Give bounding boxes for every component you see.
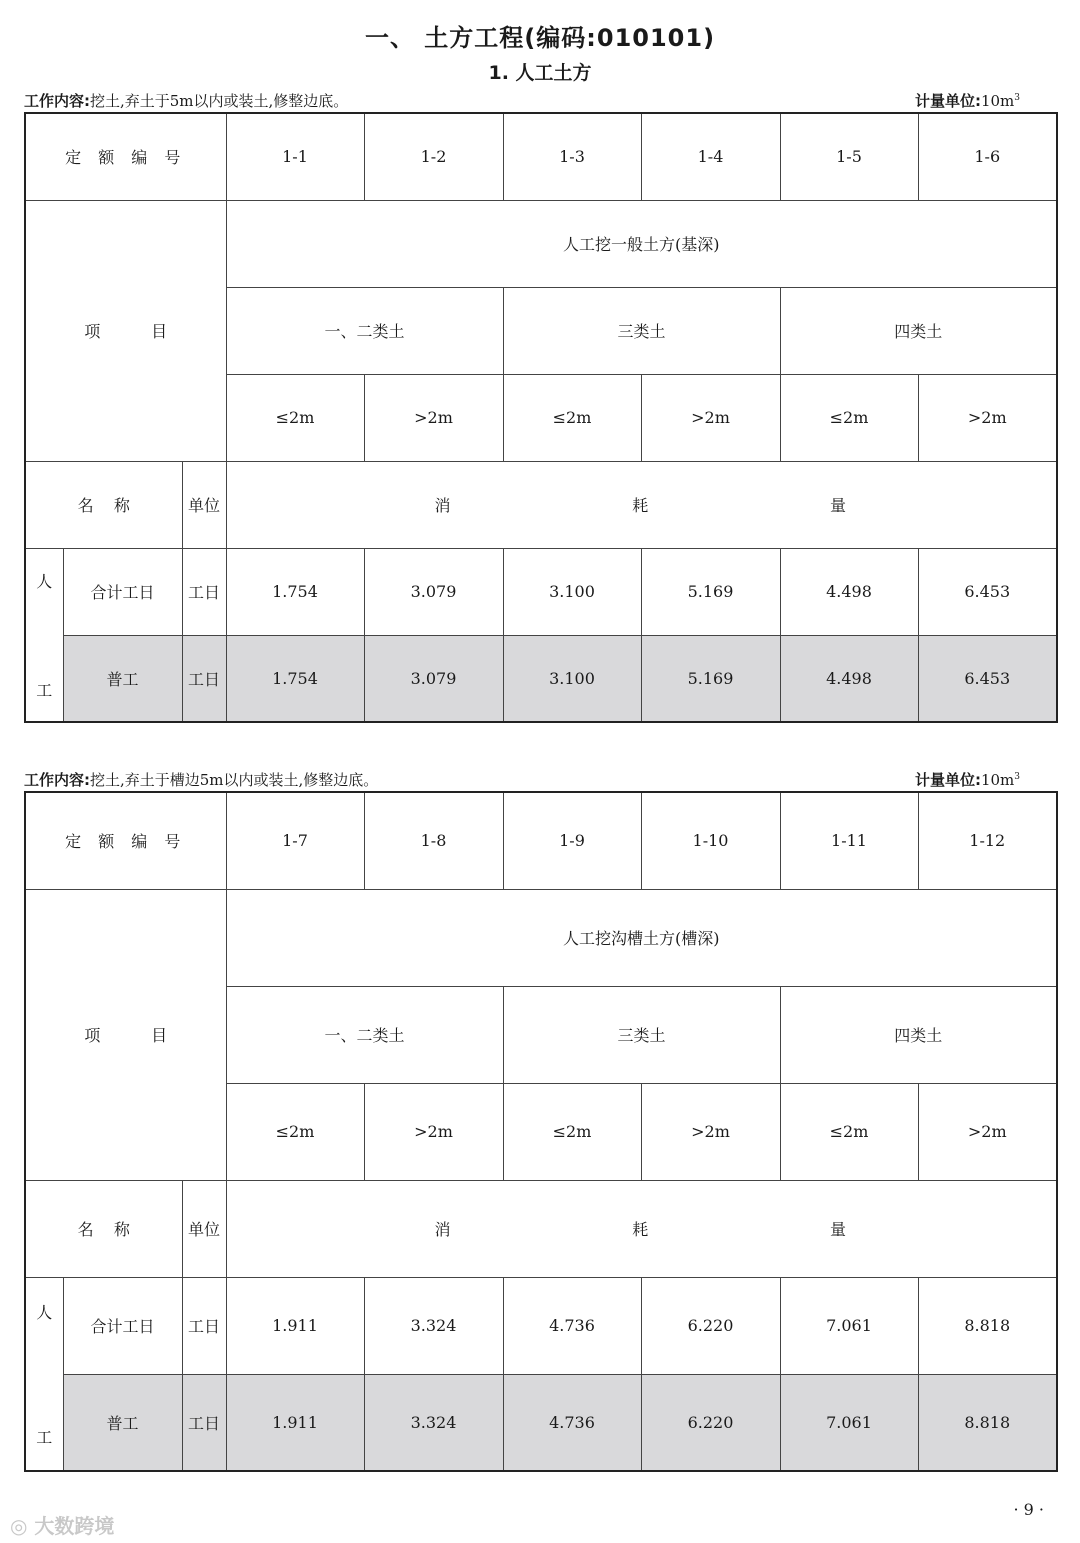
row-unit: 工日 xyxy=(182,548,226,635)
quota-code: 1-12 xyxy=(918,792,1057,889)
quota-code: 1-11 xyxy=(780,792,918,889)
value-cell: 6.453 xyxy=(918,548,1057,635)
value-cell: 4.498 xyxy=(780,548,918,635)
value-cell: 3.324 xyxy=(364,1374,503,1471)
quota-code: 1-2 xyxy=(364,113,503,200)
measure-unit-value: 10m xyxy=(980,771,1015,789)
value-cell: 3.100 xyxy=(503,548,641,635)
value-cell: 8.818 xyxy=(918,1374,1057,1471)
depth-limit: >2m xyxy=(364,374,503,461)
quota-code: 1-7 xyxy=(226,792,364,889)
quota-code: 1-1 xyxy=(226,113,364,200)
section-subtitle: 1. 人工土方 xyxy=(488,62,592,84)
measure-unit-sup: 3 xyxy=(1014,772,1020,782)
depth-limit: >2m xyxy=(641,1083,780,1180)
value-cell: 3.100 xyxy=(503,635,641,722)
value-cell: 5.169 xyxy=(641,635,780,722)
measure-unit xyxy=(915,90,1020,111)
consumption-char: 量 xyxy=(829,1220,846,1239)
quota-code: 1-4 xyxy=(641,113,780,200)
page-title: 一、 土方工程(编码:010101) xyxy=(364,24,716,52)
soil-type: 四类土 xyxy=(780,986,1057,1083)
value-cell: 4.736 xyxy=(503,1374,641,1471)
work-content-text: 挖土,弃土于5m以内或装土,修整边底。 xyxy=(90,92,349,110)
measure-unit xyxy=(915,769,1020,790)
work-content-label: 工作内容: xyxy=(24,771,90,789)
depth-limit: >2m xyxy=(641,374,780,461)
depth-limit: >2m xyxy=(918,1083,1057,1180)
quota-code: 1-9 xyxy=(503,792,641,889)
soil-type: 三类土 xyxy=(503,287,780,374)
measure-unit-sup: 3 xyxy=(1014,93,1020,103)
consumption-header xyxy=(226,461,1057,548)
labor-group-top: 人 xyxy=(36,571,53,591)
consumption-header xyxy=(226,1180,1057,1277)
value-cell: 5.169 xyxy=(641,548,780,635)
value-cell: 7.061 xyxy=(780,1374,918,1471)
depth-limit: >2m xyxy=(364,1083,503,1180)
row-name: 普工 xyxy=(63,1374,182,1471)
item-label: 项 目 xyxy=(25,889,226,1180)
value-cell: 4.498 xyxy=(780,635,918,722)
labor-group-bottom: 工 xyxy=(36,681,53,700)
measure-unit-label: 计量单位: xyxy=(914,92,981,110)
item-title: 人工挖沟槽土方(槽深) xyxy=(226,889,1057,986)
depth-limit: ≤2m xyxy=(503,374,641,461)
quota-code: 1-5 xyxy=(780,113,918,200)
labor-group-label xyxy=(25,1277,63,1471)
name-header: 名 称 xyxy=(25,1180,182,1277)
row-name: 普工 xyxy=(63,635,182,722)
soil-type: 一、二类土 xyxy=(226,287,503,374)
consumption-char: 消 xyxy=(434,1220,451,1239)
quota-code: 1-8 xyxy=(364,792,503,889)
unit-header: 单位 xyxy=(182,461,226,548)
work-content-line xyxy=(24,769,1056,791)
consumption-char: 耗 xyxy=(632,496,649,515)
row-name: 合计工日 xyxy=(63,1277,182,1374)
soil-type: 四类土 xyxy=(780,287,1057,374)
item-title: 人工挖一般土方(基深) xyxy=(226,200,1057,287)
row-unit: 工日 xyxy=(182,1277,226,1374)
name-header: 名 称 xyxy=(25,461,182,548)
quota-table xyxy=(24,112,1058,723)
code-header: 定 额 编 号 xyxy=(25,113,226,200)
depth-limit: ≤2m xyxy=(780,374,918,461)
depth-limit: ≤2m xyxy=(226,374,364,461)
watermark xyxy=(10,1510,114,1539)
value-cell: 1.911 xyxy=(226,1374,364,1471)
value-cell: 3.324 xyxy=(364,1277,503,1374)
soil-type: 三类土 xyxy=(503,986,780,1083)
labor-group-top: 人 xyxy=(36,1302,53,1322)
measure-unit-value: 10m xyxy=(980,92,1015,110)
quota-code: 1-10 xyxy=(641,792,780,889)
value-cell: 6.220 xyxy=(641,1277,780,1374)
soil-type: 一、二类土 xyxy=(226,986,503,1083)
row-unit: 工日 xyxy=(182,635,226,722)
page-number: · 9 · xyxy=(1013,1500,1044,1519)
row-unit: 工日 xyxy=(182,1374,226,1471)
quota-table xyxy=(24,791,1058,1472)
unit-header: 单位 xyxy=(182,1180,226,1277)
watermark-logo-icon: ◎ xyxy=(10,1514,28,1538)
depth-limit: ≤2m xyxy=(780,1083,918,1180)
row-name: 合计工日 xyxy=(63,548,182,635)
value-cell: 1.754 xyxy=(226,548,364,635)
quota-code: 1-6 xyxy=(918,113,1057,200)
work-content-line xyxy=(24,90,1056,112)
work-content-label: 工作内容: xyxy=(24,92,90,110)
value-cell: 3.079 xyxy=(364,635,503,722)
depth-limit: ≤2m xyxy=(226,1083,364,1180)
labor-group-bottom: 工 xyxy=(36,1428,53,1447)
consumption-char: 耗 xyxy=(632,1220,649,1239)
value-cell: 1.754 xyxy=(226,635,364,722)
labor-group-label xyxy=(25,548,63,722)
consumption-char: 量 xyxy=(829,496,846,515)
value-cell: 6.220 xyxy=(641,1374,780,1471)
quota-code: 1-3 xyxy=(503,113,641,200)
measure-unit-label: 计量单位: xyxy=(914,771,981,789)
value-cell: 1.911 xyxy=(226,1277,364,1374)
value-cell: 7.061 xyxy=(780,1277,918,1374)
value-cell: 3.079 xyxy=(364,548,503,635)
depth-limit: >2m xyxy=(918,374,1057,461)
consumption-char: 消 xyxy=(434,496,451,515)
item-label: 项 目 xyxy=(25,200,226,461)
watermark-text: 大数跨境 xyxy=(34,1514,115,1538)
depth-limit: ≤2m xyxy=(503,1083,641,1180)
value-cell: 6.453 xyxy=(918,635,1057,722)
value-cell: 8.818 xyxy=(918,1277,1057,1374)
value-cell: 4.736 xyxy=(503,1277,641,1374)
work-content-text: 挖土,弃土于槽边5m以内或装土,修整边底。 xyxy=(90,771,379,789)
code-header: 定 额 编 号 xyxy=(25,792,226,889)
